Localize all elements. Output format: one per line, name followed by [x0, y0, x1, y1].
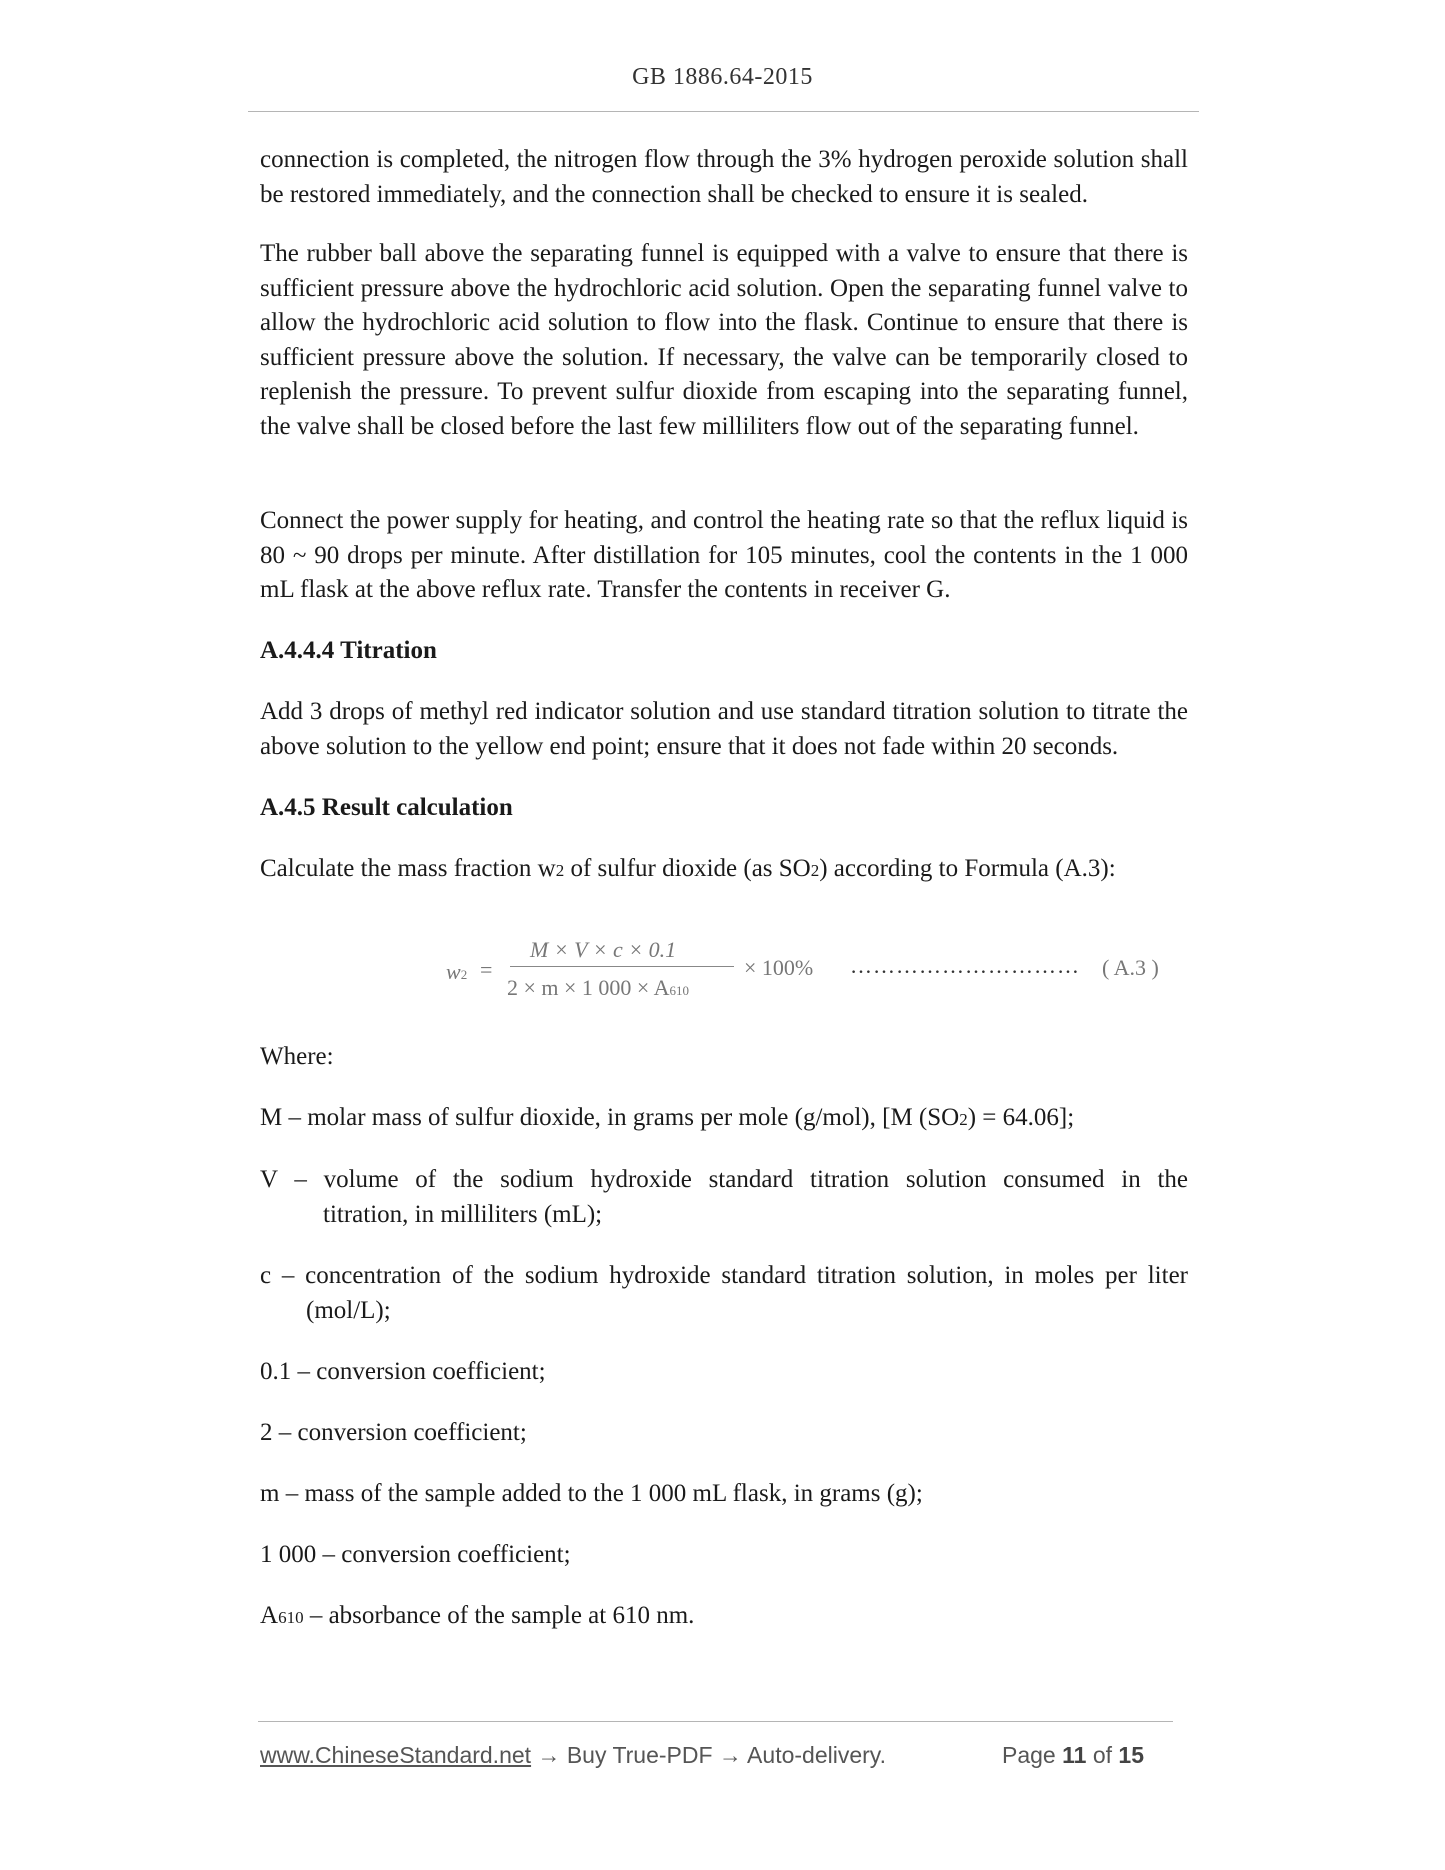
- footer-divider: [258, 1721, 1173, 1722]
- definition-c: [260, 1259, 1188, 1328]
- paragraph-rubber-ball: The rubber ball above the separating funnel is equipped with a valve to ensure that there is sufficient pressure above the hydrochloric acid solution. Open the separating funnel valve to allow the hydrochloric acid solution to flow into the flask. Continue to ensure that there is sufficient pressure above the solution. If necessary, the valve can be temporarily closed to replenish the pressure. To prevent sulfur dioxide from escaping into the separating funnel, the valve shall be closed before the last few milliliters flow out of the separating funnel.: [260, 240, 1188, 440]
- paragraph-calculate: [260, 852, 1188, 889]
- definition-c-line2: (mol/L);: [306, 1296, 391, 1324]
- of-label: of: [1092, 1742, 1113, 1768]
- heading-titration: A.4.4.4 Titration: [260, 637, 437, 664]
- formula-equals: =: [480, 957, 493, 982]
- definition-M-text-end: ) = 64.06];: [967, 1104, 1075, 1131]
- formula-fraction-bar: [510, 966, 734, 967]
- heading-result-calculation: A.4.5 Result calculation: [260, 794, 513, 821]
- definition-A610: [260, 1599, 1188, 1636]
- definition-A-text: – absorbance of the sample at 610 nm.: [303, 1602, 695, 1629]
- paragraph-connection: connection is completed, the nitrogen flow through the 3% hydrogen peroxide solution shall be restored immediately, and the connection shall be checked to ensure it is sealed.: [260, 146, 1188, 208]
- definition-A-symbol: A: [260, 1602, 279, 1629]
- calc-sub-w2: 2: [555, 861, 565, 880]
- formula-denominator-text: 2 × m × 1 000 × A: [507, 975, 670, 1000]
- calc-sub-so2: 2: [810, 861, 820, 880]
- page-label: Page: [1002, 1742, 1056, 1768]
- formula-times-percent: × 100%: [744, 955, 814, 980]
- definition-A-sub: 610: [278, 1608, 304, 1627]
- chinesestandard-link[interactable]: www.ChineseStandard.net: [260, 1742, 532, 1768]
- header-divider: [248, 111, 1199, 112]
- definition-coef-0-1: 0.1 – conversion coefficient;: [260, 1358, 546, 1385]
- calc-text-3: ) according to Formula (A.3):: [819, 855, 1116, 882]
- definition-m: m – mass of the sample added to the 1 000 mL flask, in grams (g);: [260, 1480, 923, 1507]
- definition-c-line1: c – concentration of the sodium hydroxide standard titration solution, in moles per liter: [260, 1262, 1188, 1289]
- calc-text-1: Calculate the mass fraction w: [260, 855, 556, 882]
- page-number: 11: [1062, 1742, 1087, 1768]
- formula-lhs: [446, 955, 467, 993]
- formula-a3: [260, 933, 1188, 1003]
- definition-M-sub: 2: [959, 1110, 968, 1129]
- formula-denominator-sub: 610: [669, 983, 690, 998]
- formula-leader-dots: …………………………: [850, 953, 1080, 978]
- definition-V-line2: titration, in milliliters (mL);: [323, 1200, 603, 1228]
- formula-denominator: [507, 971, 689, 1009]
- definition-M: [260, 1101, 1188, 1138]
- definition-M-text: M – molar mass of sulfur dioxide, in grams per mole (g/mol), [M (SO: [260, 1104, 960, 1131]
- total-pages: 15: [1118, 1742, 1144, 1768]
- where-label: Where:: [260, 1043, 334, 1070]
- paragraph-heating: Connect the power supply for heating, and control the heating rate so that the reflux liquid is 80 ~ 90 drops per minute. After distillation for 105 minutes, cool the contents in the 1 000 mL flask at the above reflux rate. Transfer the contents in receiver G.: [260, 507, 1188, 603]
- paragraph-titration: Add 3 drops of methyl red indicator solution and use standard titration solution to titrate the above solution to the yellow end point; ensure that it does not fade within 20 seconds.: [260, 698, 1188, 760]
- calc-text-2: of sulfur dioxide (as SO: [564, 855, 811, 882]
- formula-label: ( A.3 ): [1102, 955, 1159, 980]
- definition-V: [260, 1163, 1188, 1232]
- definition-coef-2: 2 – conversion coefficient;: [260, 1419, 527, 1446]
- footer-promo-text: → Buy True-PDF → Auto-delivery.: [531, 1742, 886, 1768]
- footer-promo: [260, 1742, 886, 1769]
- formula-lhs-symbol: w: [446, 959, 461, 984]
- formula-lhs-sub: 2: [460, 967, 468, 982]
- definition-coef-1000: 1 000 – conversion coefficient;: [260, 1541, 571, 1568]
- definition-V-line1: V – volume of the sodium hydroxide standard titration solution consumed in the: [260, 1166, 1188, 1193]
- header-title: GB 1886.64-2015: [632, 64, 813, 90]
- formula-numerator: M × V × c × 0.1: [530, 937, 677, 962]
- page-indicator: [1002, 1742, 1144, 1769]
